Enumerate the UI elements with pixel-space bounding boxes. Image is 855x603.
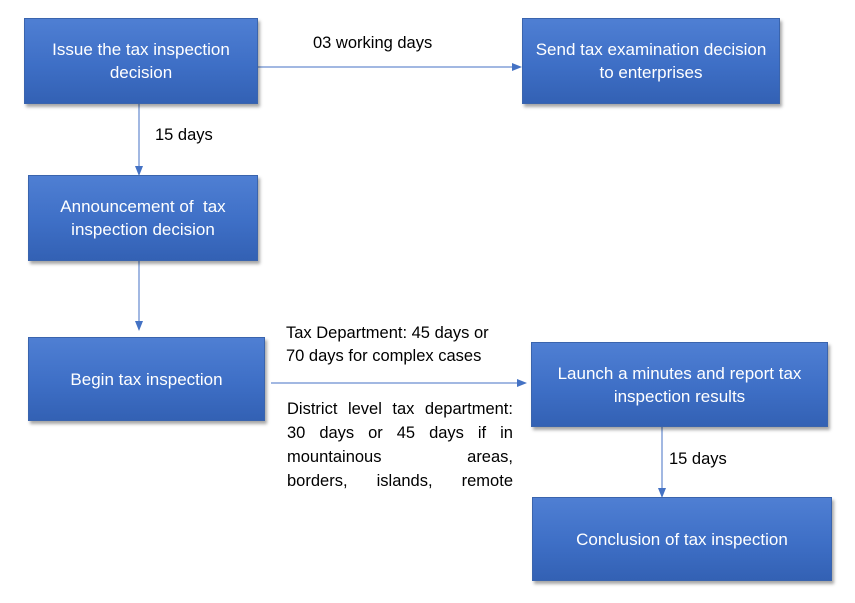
district-word: islands, (376, 472, 433, 490)
edge-label-15-days-top: 15 days (155, 126, 213, 144)
district-word: days (319, 424, 355, 442)
district-word: days (429, 424, 464, 442)
district-word: tax (392, 400, 415, 418)
district-word: 45 (396, 424, 416, 442)
district-word: remote (461, 472, 513, 490)
district-word: or (368, 424, 383, 442)
node-send-decision (522, 18, 780, 104)
node-announcement-label: Announcement of tax inspection decision (60, 197, 231, 239)
node-launch-minutes (531, 342, 828, 427)
district-word: mountainous (287, 448, 382, 466)
node-send-decision-label: Send tax examination decision to enterprises (535, 40, 767, 82)
district-line-1 (287, 397, 513, 421)
district-word: if (477, 424, 487, 442)
node-launch-minutes-label: Launch a minutes and report tax inspection results (557, 363, 802, 406)
district-word: 30 (287, 424, 306, 442)
node-issue-decision (24, 18, 258, 104)
district-word: level (347, 400, 382, 418)
district-word: borders, (287, 472, 348, 490)
edge-label-15-days-bottom: 15 days (669, 450, 727, 468)
district-word: District (287, 400, 338, 418)
node-begin-inspection-label: Begin tax inspection (70, 369, 223, 389)
district-word: department: (424, 400, 513, 418)
node-issue-decision-label: Issue the tax inspection decision (52, 40, 230, 82)
node-announcement (28, 175, 258, 261)
node-begin-inspection (28, 337, 265, 421)
node-conclusion (532, 497, 832, 581)
node-conclusion-label: Conclusion of tax inspection (576, 529, 788, 549)
edge-label-tax-dept-line1: Tax Department: 45 days or (286, 324, 489, 342)
edge-label-district-dept (287, 397, 513, 493)
district-line-4 (287, 469, 513, 493)
district-word: areas, (467, 448, 513, 466)
district-word: in (500, 424, 513, 442)
edge-label-tax-dept-line2: 70 days for complex cases (286, 347, 482, 365)
district-line-3 (287, 445, 513, 469)
edge-label-working-days: 03 working days (313, 34, 433, 52)
district-line-2 (287, 421, 513, 445)
